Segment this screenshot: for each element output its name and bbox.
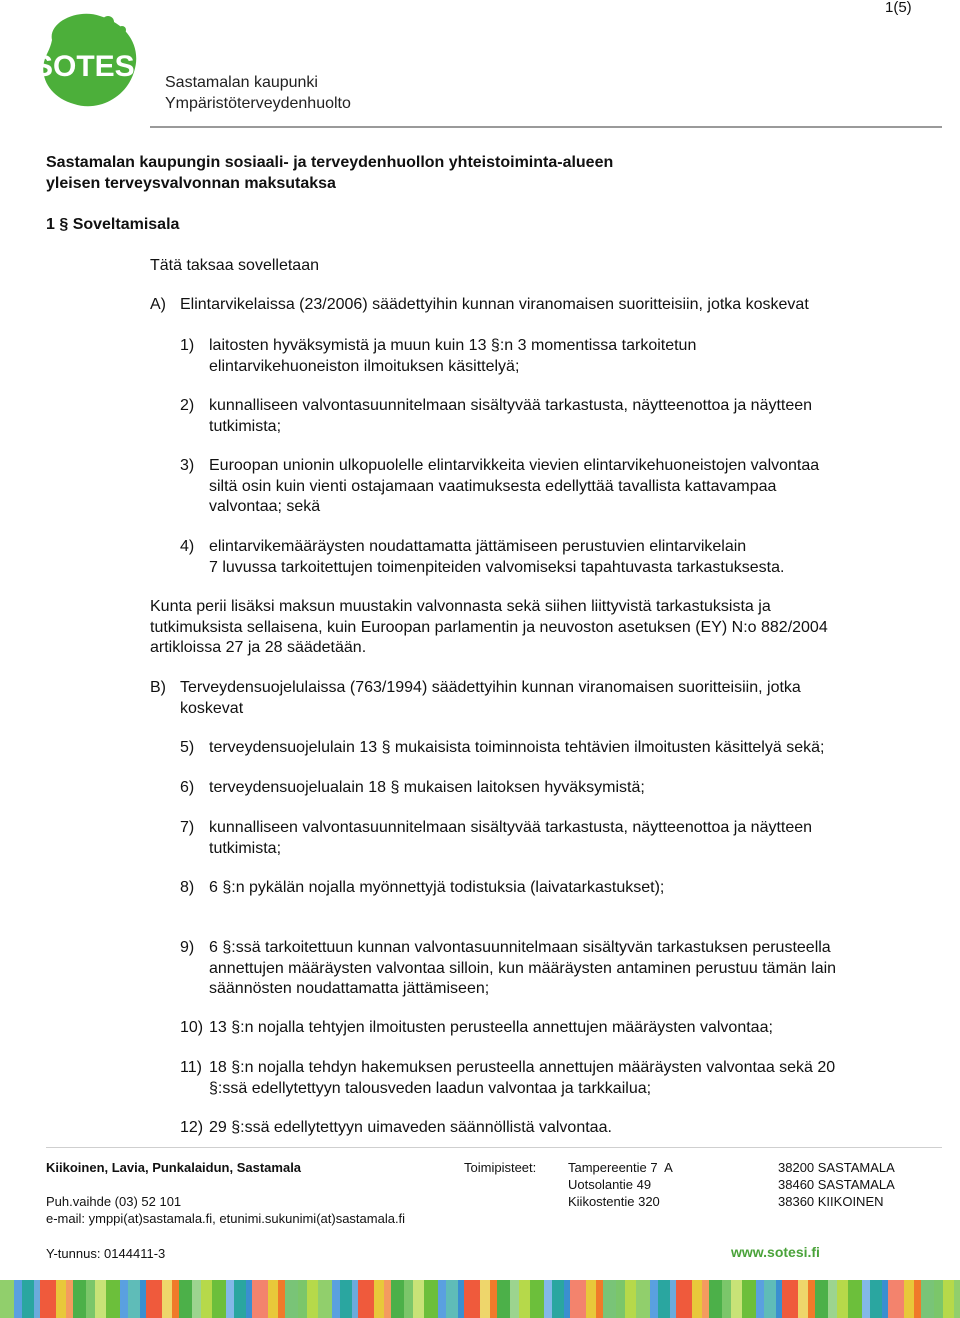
part-a-text: Elintarvikelaissa (23/2006) säädettyihin kunnan viranomaisen suoritteisiin, jotka koskevat xyxy=(180,296,809,313)
stripe-block xyxy=(86,1280,95,1318)
stripe-block xyxy=(888,1280,904,1318)
list-item-line: kunnalliseen valvontasuunnitelmaan sisältyvää tarkastusta, näytteenottoa ja näytteen xyxy=(209,819,813,836)
stripe-block xyxy=(510,1280,519,1318)
footer-phone: Puh.vaihde (03) 52 101 xyxy=(46,1194,182,1209)
stripe-block xyxy=(95,1280,106,1318)
list-item-number: 11) xyxy=(180,1059,202,1076)
stripe-block xyxy=(586,1280,596,1318)
stripe-block xyxy=(670,1280,676,1318)
paragraph-line: artikloissa 27 ja 28 säädetään. xyxy=(150,639,367,656)
list-item-number: 1) xyxy=(180,337,195,354)
stripe-block xyxy=(340,1280,352,1318)
stripe-block xyxy=(544,1280,552,1318)
stripe-block xyxy=(384,1280,391,1318)
stripe-block xyxy=(904,1280,914,1318)
footer-address: Tampereentie 7 A xyxy=(568,1160,673,1175)
stripe-block xyxy=(172,1280,179,1318)
stripe-block xyxy=(22,1280,34,1318)
list-item-line: 29 §:ssä edellytettyyn uimaveden säännöllistä valvontaa. xyxy=(209,1119,612,1136)
stripe-block xyxy=(307,1280,318,1318)
stripe-block xyxy=(212,1280,226,1318)
stripe-block xyxy=(650,1280,658,1318)
list-item-line: §:ssä edellytettyyn talousveden laadun valvontaa ja tarkkailua; xyxy=(209,1079,652,1097)
stripe-block xyxy=(934,1280,943,1318)
list-item-line: 18 §:n nojalla tehdyn hakemuksen perusteella annettujen määräysten valvontaa sekä 20 xyxy=(209,1059,836,1076)
stripe-block xyxy=(798,1280,808,1318)
stripe-block xyxy=(870,1280,882,1318)
stripe-block xyxy=(252,1280,268,1318)
page-number: 1(5) xyxy=(885,0,912,16)
list-item-number: 9) xyxy=(180,939,195,956)
stripe-block xyxy=(192,1280,201,1318)
stripe-block xyxy=(676,1280,692,1318)
list-item-line: valvontaa; sekä xyxy=(209,498,321,515)
doc-title-line1: Sastamalan kaupungin sosiaali- ja terveydenhuollon yhteistoiminta-alueen xyxy=(46,154,614,171)
stripe-block xyxy=(497,1280,510,1318)
stripe-block xyxy=(596,1280,603,1318)
intro-text: Tätä taksaa sovelletaan xyxy=(150,257,319,274)
stripe-block xyxy=(34,1280,40,1318)
part-b-line: Terveydensuojelulaissa (763/1994) säädettyihin kunnan viranomaisen suoritteisiin, jotka xyxy=(180,679,801,696)
stripe-block xyxy=(828,1280,837,1318)
section-heading: 1 § Soveltamisala xyxy=(46,216,180,233)
stripe-block xyxy=(201,1280,212,1318)
header-divider xyxy=(150,126,942,128)
list-item-number: 10) xyxy=(180,1019,204,1036)
logo-text: SOTESi xyxy=(38,50,140,83)
list-item-line: 6 §:ssä tarkoitettuun kunnan valvontasuunnitelmaan sisältyvän tarkastuksen perusteella xyxy=(209,939,831,956)
stripe-block xyxy=(374,1280,384,1318)
stripe-block xyxy=(56,1280,66,1318)
stripe-block xyxy=(570,1280,586,1318)
paragraph-line: tutkimuksista sellaisena, kuin Euroopan parlamentin ja neuvoston asetuksen (EY) N:o 882/2004 xyxy=(150,618,828,636)
footer-postcode: 38360 KIIKOINEN xyxy=(778,1194,884,1209)
stripe-block xyxy=(731,1280,742,1318)
stripe-block xyxy=(625,1280,636,1318)
footer-address: Kiikostentie 320 xyxy=(568,1194,660,1209)
stripe-block xyxy=(146,1280,162,1318)
part-b-line: koskevat xyxy=(180,699,244,717)
stripe-block xyxy=(782,1280,798,1318)
stripe-block xyxy=(636,1280,650,1318)
list-item-line: terveydensuojelualain 18 § mukaisen laitoksen hyväksymistä; xyxy=(209,779,645,796)
list-item-number: 2) xyxy=(180,397,195,414)
list-item-line: 6 §:n pykälän nojalla myönnettyjä todistuksia (laivatarkastukset); xyxy=(209,879,665,896)
list-item-line: 7 luvussa tarkoitettujen toimenpiteiden valvomiseksi tapahtuvasta tarkastuksesta. xyxy=(209,558,785,576)
list-item-number: 12) xyxy=(180,1119,204,1136)
stripe-block xyxy=(106,1280,120,1318)
part-b-text xyxy=(180,678,801,719)
footer-website-link[interactable]: www.sotesi.fi xyxy=(731,1244,820,1260)
footer-toimipisteet-label: Toimipisteet: xyxy=(464,1160,537,1175)
list-item-number: 7) xyxy=(180,819,195,836)
stripe-block xyxy=(837,1280,848,1318)
list-item-line: elintarvikehuoneiston ilmoituksen käsittelyä; xyxy=(209,357,520,375)
paragraph-kunta xyxy=(150,597,828,659)
stripe-block xyxy=(943,1280,954,1318)
stripe-block xyxy=(764,1280,776,1318)
list-item-line: säännösten noudattamatta jättämiseen; xyxy=(209,980,490,997)
stripe-block xyxy=(709,1280,722,1318)
stripe-block xyxy=(692,1280,702,1318)
stripe-block xyxy=(480,1280,490,1318)
stripe-block xyxy=(162,1280,172,1318)
sotesi-logo-icon xyxy=(38,10,140,110)
list-item-line: Euroopan unionin ulkopuolelle elintarvikkeita vievien elintarvikehuoneistojen valvontaa xyxy=(209,457,820,474)
stripe-block xyxy=(914,1280,921,1318)
stripe-block xyxy=(40,1280,56,1318)
stripe-block xyxy=(722,1280,731,1318)
list-item-number: 8) xyxy=(180,879,195,896)
stripe-block xyxy=(128,1280,140,1318)
stripe-block xyxy=(0,1280,14,1318)
stripe-block xyxy=(66,1280,73,1318)
stripe-block xyxy=(332,1280,340,1318)
stripe-block xyxy=(298,1280,307,1318)
stripe-block xyxy=(862,1280,870,1318)
stripe-block xyxy=(120,1280,128,1318)
footer-addresses xyxy=(568,1159,673,1210)
stripe-block xyxy=(278,1280,285,1318)
stripe-block xyxy=(658,1280,670,1318)
list-item-line: tutkimista; xyxy=(209,839,282,857)
stripe-block xyxy=(404,1280,413,1318)
stripe-block xyxy=(14,1280,22,1318)
stripe-block xyxy=(413,1280,424,1318)
stripe-block xyxy=(848,1280,862,1318)
stripe-block xyxy=(519,1280,530,1318)
stripe-block xyxy=(808,1280,815,1318)
decorative-stripe xyxy=(0,1280,960,1318)
footer-ytunnus: Y-tunnus: 0144411-3 xyxy=(46,1246,166,1261)
stripe-block xyxy=(490,1280,497,1318)
stripe-block xyxy=(226,1280,234,1318)
list-item-number: 4) xyxy=(180,538,195,555)
stripe-block xyxy=(234,1280,246,1318)
stripe-block xyxy=(438,1280,446,1318)
stripe-block xyxy=(530,1280,544,1318)
list-item-line: 13 §:n nojalla tehtyjen ilmoitusten perusteella annettujen määräysten valvontaa; xyxy=(209,1019,773,1036)
stripe-block xyxy=(179,1280,192,1318)
footer-email: e-mail: ymppi(at)sastamala.fi, etunimi.sukunimi(at)sastamala.fi xyxy=(46,1211,406,1226)
part-b-label: B) xyxy=(150,679,166,696)
sotesi-logo xyxy=(38,10,140,110)
list-item-line: laitosten hyväksymistä ja muun kuin 13 §:n 3 momentissa tarkoitetun xyxy=(209,337,697,354)
stripe-block xyxy=(552,1280,564,1318)
stripe-block xyxy=(358,1280,374,1318)
list-item-line: kunnalliseen valvontasuunnitelmaan sisältyvää tarkastusta, näytteenottoa ja näytteen xyxy=(209,397,813,414)
list-item-number: 6) xyxy=(180,779,195,796)
list-item-line: siltä osin kuin vienti ostajamaan vaatimuksesta edellyttää tavallista kattavampaa xyxy=(209,477,777,495)
stripe-block xyxy=(285,1280,298,1318)
list-item-line: annettujen määräysten valvontaa silloin, kun määräysten antaminen perustuu tämän lain xyxy=(209,959,837,977)
stripe-block xyxy=(391,1280,404,1318)
doc-title-line2: yleisen terveysvalvonnan maksutaksa xyxy=(46,175,336,192)
list-item-number: 3) xyxy=(180,457,195,474)
paragraph-line: Kunta perii lisäksi maksun muustakin valvonnasta sekä siihen liittyvistä tarkastuksista ja xyxy=(150,598,771,615)
stripe-block xyxy=(424,1280,438,1318)
footer-divider xyxy=(46,1147,942,1148)
footer-postcode: 38460 SASTAMALA xyxy=(778,1177,895,1192)
stripe-block xyxy=(954,1280,960,1318)
footer-postcodes xyxy=(778,1159,895,1210)
stripe-block xyxy=(742,1280,756,1318)
stripe-block xyxy=(815,1280,828,1318)
stripe-block xyxy=(73,1280,86,1318)
footer-postcode: 38200 SASTAMALA xyxy=(778,1160,895,1175)
stripe-block xyxy=(446,1280,458,1318)
part-a-label: A) xyxy=(150,296,166,313)
stripe-block xyxy=(352,1280,358,1318)
stripe-block xyxy=(268,1280,278,1318)
list-item-number: 5) xyxy=(180,739,195,756)
stripe-block xyxy=(603,1280,616,1318)
stripe-block xyxy=(921,1280,934,1318)
footer-region: Kiikoinen, Lavia, Punkalaidun, Sastamala xyxy=(46,1160,302,1175)
org-department: Ympäristöterveydenhuolto xyxy=(165,95,351,112)
footer-address: Uotsolantie 49 xyxy=(568,1177,652,1192)
stripe-block xyxy=(616,1280,625,1318)
stripe-block xyxy=(756,1280,764,1318)
stripe-block xyxy=(464,1280,480,1318)
list-item-line: terveydensuojelulain 13 § mukaisista toiminnoista tehtävien ilmoitusten käsittelyä sekä; xyxy=(209,739,825,756)
list-item-line: tutkimista; xyxy=(209,417,282,435)
org-name: Sastamalan kaupunki xyxy=(165,74,318,91)
stripe-block xyxy=(318,1280,332,1318)
stripe-block xyxy=(702,1280,709,1318)
list-item-line: elintarvikemääräysten noudattamatta jättämiseen perustuvien elintarvikelain xyxy=(209,538,747,555)
